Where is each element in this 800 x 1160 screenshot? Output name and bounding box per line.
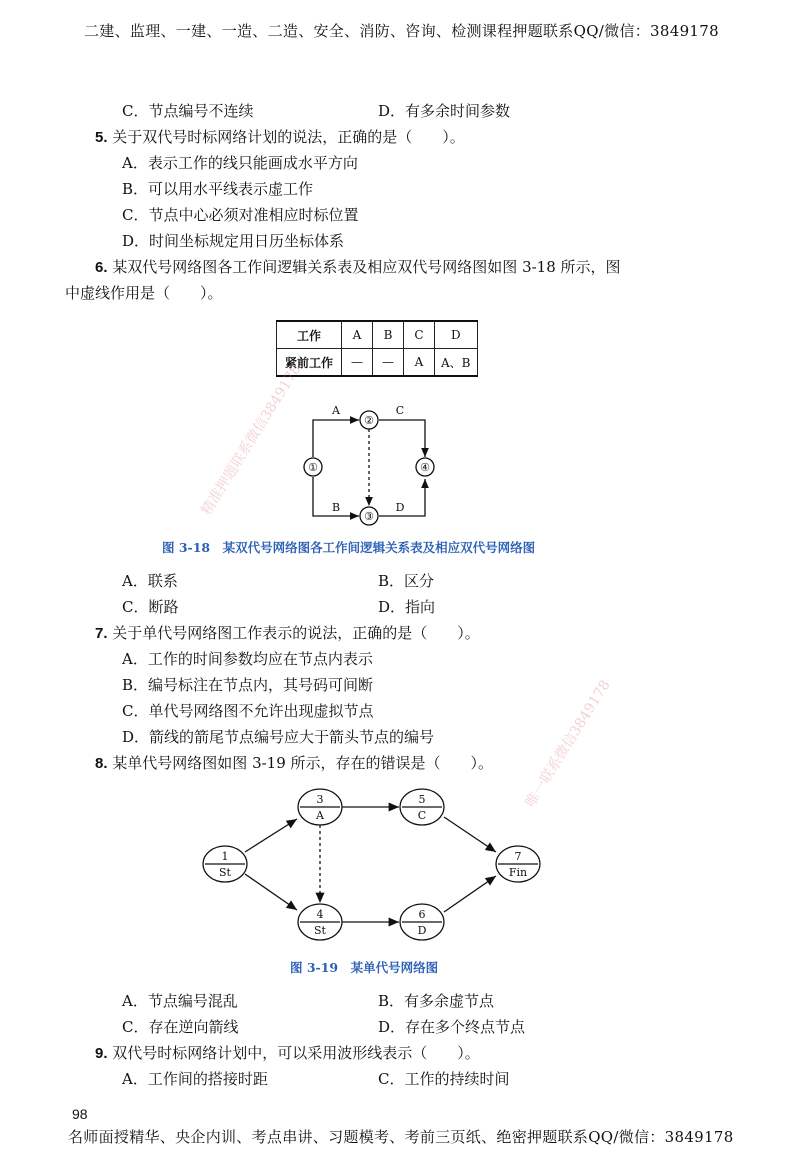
q9-option-a: A．工作间的搭接时距: [122, 1070, 268, 1088]
q5-option-b: B．可以用水平线表示虚工作: [122, 180, 314, 198]
q5-option-a: A．表示工作的线只能画成水平方向: [122, 154, 358, 172]
page-header: 二建、监理、一建、一造、二造、安全、消防、咨询、检测课程押题联系QQ/微信：3849178: [84, 22, 719, 40]
question-7: [95, 622, 480, 643]
question-8: [95, 752, 493, 773]
node-number: 1: [221, 850, 229, 863]
q7-option-c: C．单代号网络图不允许出现虚拟节点: [122, 702, 374, 720]
page-footer: 名师面授精华、央企内训、考点串讲、习题模考、考前三页纸、绝密押题联系QQ/微信：3849178: [68, 1128, 734, 1146]
arrow-label: D: [395, 501, 405, 514]
table-cell: A: [404, 349, 435, 377]
node-label: D: [417, 924, 427, 937]
single-code-network-diagram: [200, 782, 545, 947]
q8-option-d: D．存在多个终点节点: [378, 1018, 526, 1036]
node-number: 6: [418, 908, 426, 921]
logic-table: [276, 320, 478, 377]
table-cell: —: [373, 349, 404, 377]
question-stem: 关于单代号网络图工作表示的说法，正确的是（ ）。: [112, 624, 480, 642]
table-cell: A: [342, 321, 373, 349]
question-stem: 某单代号网络图如图 3-19 所示，存在的错误是（ ）。: [112, 754, 494, 772]
node-label: ②: [364, 414, 374, 427]
arrow-1-3: [245, 819, 297, 852]
arrow-label: C: [395, 404, 405, 417]
node-number: 3: [316, 793, 324, 806]
node-label: St: [314, 924, 326, 937]
question-number: 6.: [95, 259, 108, 276]
double-code-network-diagram: [290, 398, 450, 528]
arrow-5-7: [444, 817, 496, 852]
page-number: 98: [72, 1106, 88, 1122]
question-5: [95, 126, 465, 147]
figure-caption: 图 3-19 某单代号网络图: [290, 960, 439, 975]
question-6-line2: 中虚线作用是（ ）。: [65, 284, 223, 302]
question-stem: 双代号时标网络计划中，可以采用波形线表示（ ）。: [112, 1044, 480, 1062]
question-number: 5.: [95, 129, 108, 146]
q6-option-d: D．指向: [378, 598, 436, 616]
node-label: A: [316, 809, 324, 822]
table-cell: A、B: [435, 349, 478, 377]
node-label: Fin: [508, 866, 528, 879]
question-stem-line1: 某双代号网络图各工作间逻辑关系表及相应双代号网络图如图 3-18 所示，图: [112, 258, 621, 276]
node-number: 5: [418, 793, 426, 806]
q5-option-d: D．时间坐标规定用日历坐标体系: [122, 232, 345, 250]
question-number: 8.: [95, 755, 108, 772]
node-label: ③: [364, 510, 374, 523]
q6-option-a: A．联系: [122, 572, 178, 590]
arrow-6-7: [444, 876, 496, 912]
q9-option-c: C．工作的持续时间: [378, 1070, 510, 1088]
q8-option-b: B．有多余虚节点: [378, 992, 495, 1010]
q7-option-d: D．箭线的箭尾节点编号应大于箭头节点的编号: [122, 728, 435, 746]
question-6: [95, 256, 621, 277]
question-9: [95, 1042, 480, 1063]
table-cell: D: [435, 321, 478, 349]
q7-option-b: B．编号标注在节点内，其号码可间断: [122, 676, 374, 694]
question-number: 9.: [95, 1045, 108, 1062]
table-cell: C: [404, 321, 435, 349]
q6-option-b: B．区分: [378, 572, 435, 590]
q4-option-d: D．有多余时间参数: [378, 102, 511, 120]
q6-option-c: C．断路: [122, 598, 179, 616]
node-label: ①: [308, 461, 318, 474]
arrow-c: [379, 420, 425, 457]
table-header-predecessor: 紧前工作: [277, 349, 342, 377]
figure-caption: 图 3-18 某双代号网络图各工作间逻辑关系表及相应双代号网络图: [162, 540, 536, 555]
node-number: 7: [514, 850, 522, 863]
watermark: 唯一联系微信3849178: [522, 677, 614, 811]
node-number: 4: [316, 908, 324, 921]
arrow-a: [313, 420, 359, 457]
table-header-work: 工作: [277, 321, 342, 349]
arrow-label: A: [332, 404, 340, 417]
arrow-1-4: [245, 874, 297, 910]
table-cell: B: [373, 321, 404, 349]
arrow-label: B: [331, 501, 341, 514]
q4-option-c: C．节点编号不连续: [122, 102, 254, 120]
q5-option-c: C．节点中心必须对准相应时标位置: [122, 206, 359, 224]
table-cell: —: [342, 349, 373, 377]
q7-option-a: A．工作的时间参数均应在节点内表示: [122, 650, 373, 668]
question-stem: 关于双代号时标网络计划的说法，正确的是（ ）。: [112, 128, 465, 146]
q8-option-a: A．节点编号混乱: [122, 992, 238, 1010]
node-label: C: [417, 809, 427, 822]
node-label: ④: [420, 461, 430, 474]
node-label: St: [219, 866, 231, 879]
watermark: 精准押题联系微信3849178: [198, 361, 305, 519]
question-number: 7.: [95, 625, 108, 642]
q8-option-c: C．存在逆向箭线: [122, 1018, 239, 1036]
